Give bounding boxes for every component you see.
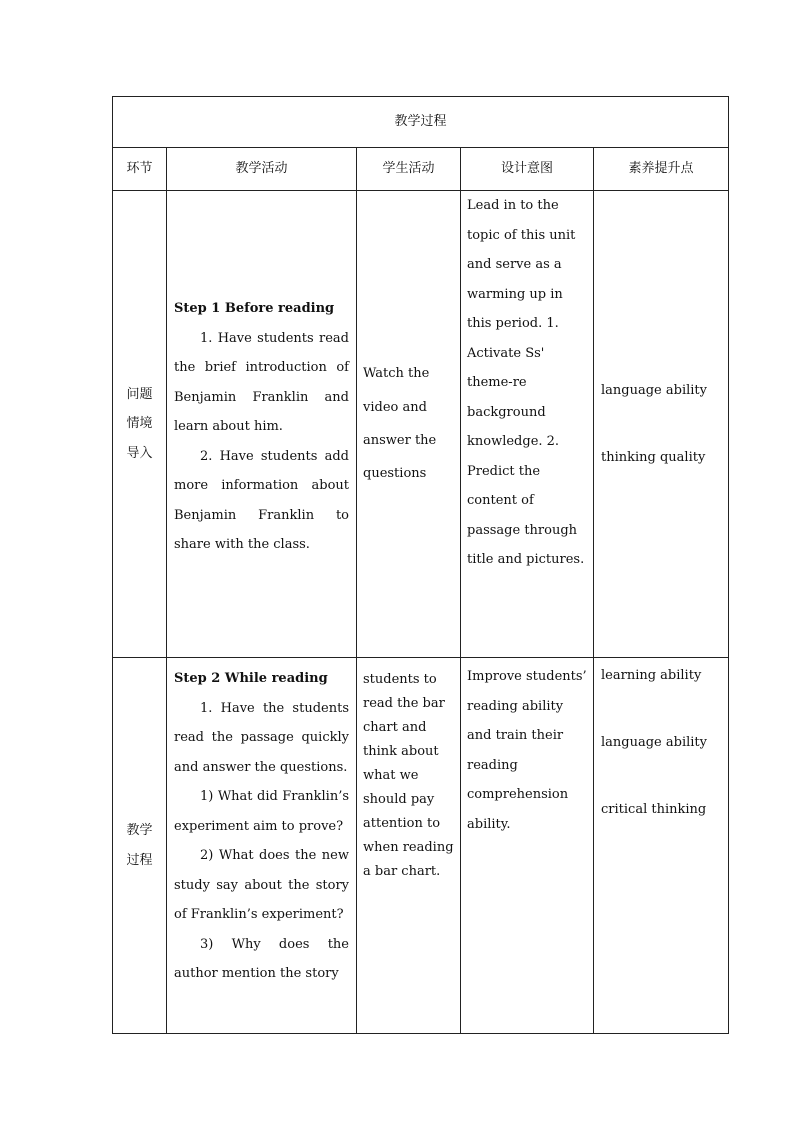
lesson-table xyxy=(112,96,729,1034)
design-intent-cell: Lead in to the topic of this unit and serve as a warming up in this period. 1. Activate Ss' theme-re background knowledge. 2. Predict the content of passage through title and pictures. xyxy=(461,191,594,658)
stage-cell: 教学 过程 xyxy=(113,658,167,1034)
header-stage: 环节 xyxy=(113,148,167,191)
teaching-activity-cell xyxy=(167,658,357,1034)
activity-item: 2. Have students add more information about Benjamin Franklin to share with the class. xyxy=(174,448,349,553)
literacy-cell xyxy=(594,191,729,658)
activity-item: 1. Have students read the brief introduction of Benjamin Franklin and learn about him. xyxy=(174,330,349,435)
student-activity-cell: Watch the video and answer the questions xyxy=(357,191,461,658)
literacy-item: learning ability xyxy=(601,668,702,683)
header-teaching-activity: 教学活动 xyxy=(167,148,357,191)
literacy-item: critical thinking xyxy=(601,802,707,817)
header-student-activity: 学生活动 xyxy=(357,148,461,191)
step-heading: Step 1 Before reading xyxy=(174,301,335,317)
header-design-intent: 设计意图 xyxy=(461,148,594,191)
activity-item: 1) What did Franklin’s experiment aim to prove? xyxy=(174,789,349,834)
table-row xyxy=(113,658,729,1034)
table-title: 教学过程 xyxy=(113,97,729,148)
literacy-item: language ability xyxy=(601,735,707,750)
step-heading: Step 2 While reading xyxy=(174,671,328,686)
teaching-activity-cell xyxy=(167,191,357,658)
student-activity-cell: students to read the bar chart and think about what we should pay attention to when reading a bar chart. xyxy=(357,658,461,1034)
literacy-item: thinking quality xyxy=(601,450,706,465)
activity-item: 1. Have the students read the passage quickly and answer the questions. xyxy=(174,700,349,775)
header-literacy: 素养提升点 xyxy=(594,148,729,191)
literacy-cell xyxy=(594,658,729,1034)
table-row xyxy=(113,191,729,658)
design-intent-cell: Improve students’ reading ability and train their reading comprehension ability. xyxy=(461,658,594,1034)
literacy-item: language ability xyxy=(601,383,707,398)
stage-cell: 问题 情境 导入 xyxy=(113,191,167,658)
activity-item: 3) Why does the author mention the story xyxy=(174,936,349,981)
activity-item: 2) What does the new study say about the story of Franklin’s experiment? xyxy=(174,848,349,922)
